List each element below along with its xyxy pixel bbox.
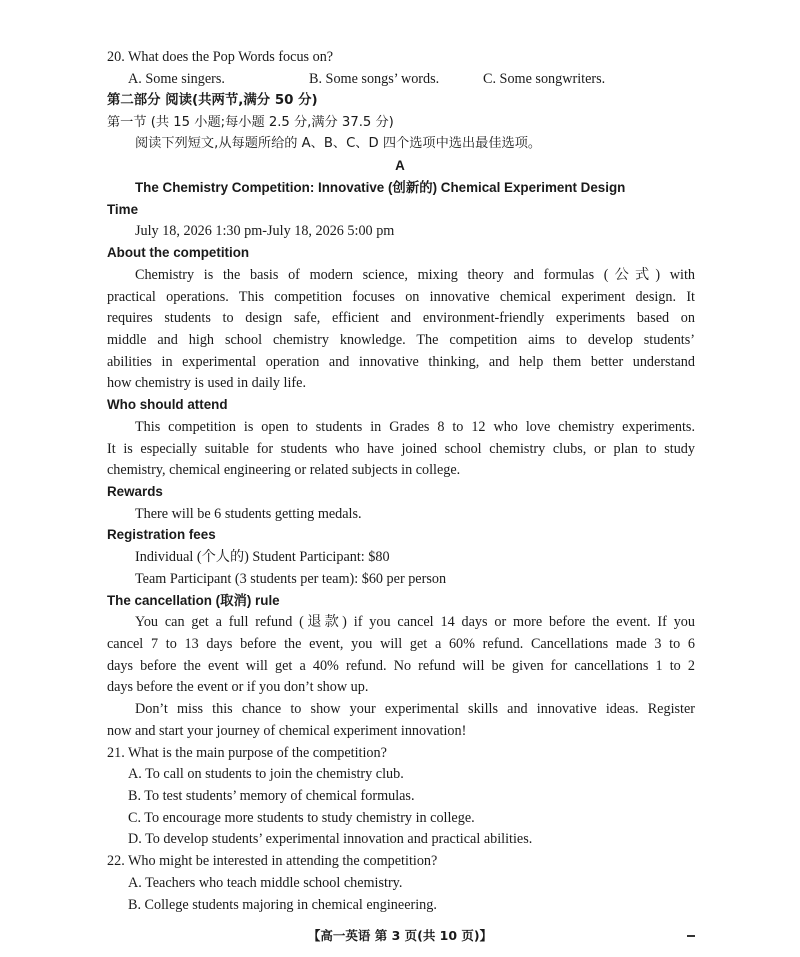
time-heading: Time	[107, 202, 139, 217]
q21-option-c: C. To encourage more students to study chemistry in college.	[128, 810, 475, 826]
q21-option-a: A. To call on students to join the chemistry club.	[128, 766, 404, 782]
cancel-paragraph-line: days before the event will get a 40% refund. No refund will be given for cancellations 1 to 2	[107, 658, 695, 674]
who-paragraph-line: chemistry, chemical engineering or related subjects in college.	[107, 462, 461, 478]
fees-heading: Registration fees	[107, 527, 216, 542]
q22-option-a: A. Teachers who teach middle school chemistry.	[128, 875, 403, 891]
q22-question: 22. Who might be interested in attending the competition?	[107, 853, 438, 869]
about-paragraph-line: practical operations. This competition focuses on innovative chemical experiment design. It	[107, 289, 695, 305]
q20-option-b: B. Some songs’ words.	[309, 71, 440, 87]
cancel-heading: The cancellation (取消) rule	[107, 593, 280, 608]
rewards-text: There will be 6 students getting medals.	[135, 506, 362, 522]
q20-option-c: C. Some songwriters.	[483, 71, 606, 87]
q20-option-a: A. Some singers.	[128, 71, 225, 87]
cancel-paragraph-line: days before the event or if you don’t show up.	[107, 679, 369, 695]
page-footer: 【高一英语 第 3 页(共 10 页)】	[307, 928, 493, 943]
closing-paragraph-line: Don’t miss this chance to show your experimental skills and innovative ideas. Register	[135, 701, 695, 717]
q21-question: 21. What is the main purpose of the competition?	[107, 745, 387, 761]
cancel-paragraph-line: cancel 7 to 13 days before the event, you will get a 60% refund. Cancellations made 3 to 6	[107, 636, 695, 652]
about-paragraph-line: requires students to design safe, efficient and environment-friendly experiments based on	[107, 310, 695, 326]
about-paragraph-line: abilities in experimental operation and innovative thinking, and help them better understand	[107, 354, 695, 370]
part2-heading: 第二部分 阅读(共两节,满分 50 分)	[107, 93, 318, 108]
rewards-heading: Rewards	[107, 484, 163, 499]
about-paragraph-line: how chemistry is used in daily life.	[107, 375, 306, 391]
time-value: July 18, 2026 1:30 pm-July 18, 2026 5:00 pm	[135, 223, 395, 239]
closing-paragraph-line: now and start your journey of chemical experiment innovation!	[107, 723, 467, 739]
reading-instruction: 阅读下列短文,从每题所给的 A、B、C、D 四个选项中选出最佳选项。	[135, 136, 542, 151]
fees-team: Team Participant (3 students per team): $60 per person	[135, 571, 447, 587]
who-paragraph-line: This competition is open to students in Grades 8 to 12 who love chemistry experiments.	[135, 419, 695, 435]
about-paragraph-line: middle and high school chemistry knowledge. The competition aims to develop students’	[107, 332, 695, 348]
q21-option-d: D. To develop students’ experimental innovation and practical abilities.	[128, 831, 533, 847]
about-paragraph-line: Chemistry is the basis of modern science, mixing theory and formulas (公式) with	[135, 267, 695, 283]
passage-letter: A	[395, 158, 405, 173]
q20-question: 20. What does the Pop Words focus on?	[107, 49, 334, 65]
corner-mark	[687, 935, 695, 937]
passage-title: The Chemistry Competition: Innovative (创新的) Chemical Experiment Design	[135, 180, 626, 195]
q22-option-b: B. College students majoring in chemical engineering.	[128, 897, 437, 913]
fees-individual: Individual (个人的) Student Participant: $80	[135, 549, 390, 565]
q21-option-b: B. To test students’ memory of chemical formulas.	[128, 788, 415, 804]
about-heading: About the competition	[107, 245, 250, 260]
who-paragraph-line: It is especially suitable for students who have joined school chemistry clubs, or plan to study	[107, 441, 695, 457]
section1-heading: 第一节 (共 15 小题;每小题 2.5 分,满分 37.5 分)	[107, 115, 394, 130]
who-heading: Who should attend	[107, 397, 228, 412]
cancel-paragraph-line: You can get a full refund (退款) if you cancel 14 days or more before the event. If you	[135, 614, 695, 630]
